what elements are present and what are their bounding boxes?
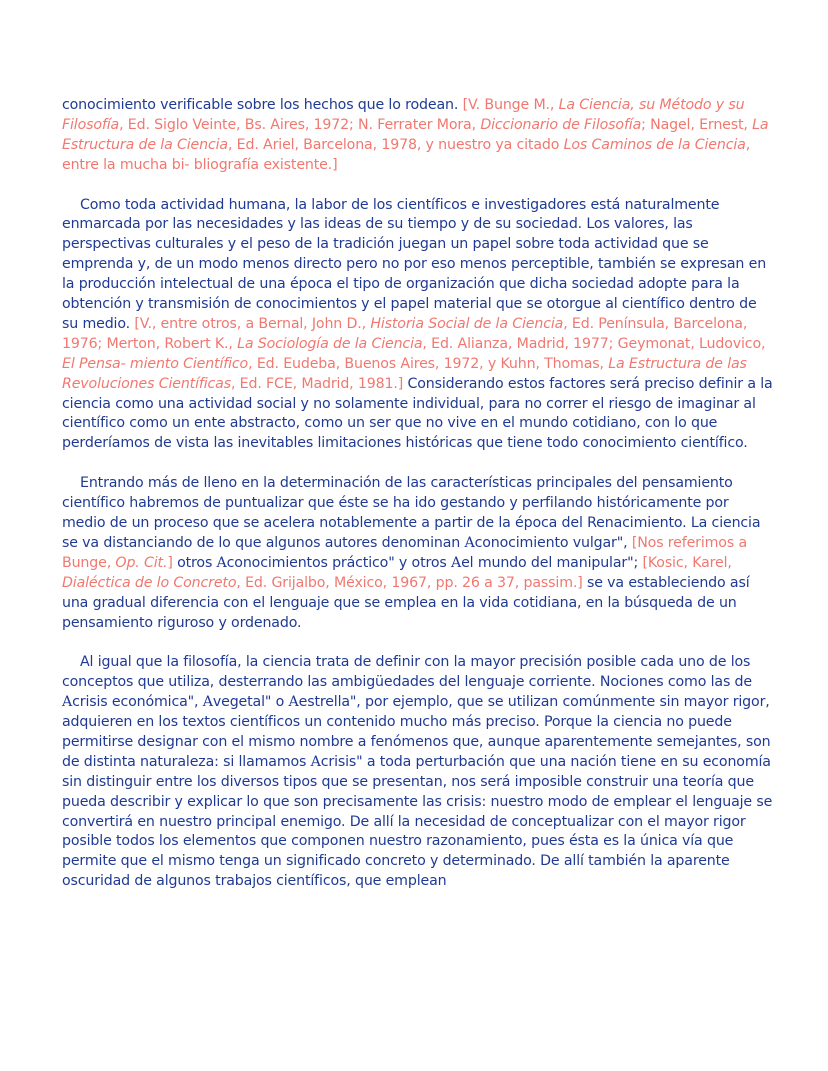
citation-note: [V. Bunge M., bbox=[462, 97, 559, 113]
citation-note: [Kosic, Karel, bbox=[642, 554, 732, 571]
citation-note: [Nos referimos a Bunge, bbox=[62, 534, 747, 571]
paragraph-4: Al igual que la filosofía, la ciencia trata de definir con la mayor precisión posible cada uno de los conceptos que utiliza, desterrando las ambigüedades del lenguaje corriente. Nociones como las de Acrisis económica", Avegetal" o Aestrella", por ejemplo, que se utilizan comúnmente sin mayor rigor, adquieren en los textos científicos un contenido mucho más preciso. Porque la ciencia no puede permitirse designar con el mismo nombre a fenómenos que, aunque aparentemente semejantes, son de distinta naturaleza: si llamamos Acrisis" a toda perturbación que una nación tiene en su economía sin distinguir entre los diversos tipos que se presentan, nos será imposible construir una teoría que pueda describir y explicar lo que son precisamente las crisis: nuestro modo de emplear el lenguaje se convertirá en nuestro principal enemigo. De allí la necesidad de conceptualizar con el mayor rigor posible todos los elementos que componen nuestro razonamiento, pues ésta es la única vía que permite que el mismo tenga un significado concreto y determinado. De allí también la aparente oscuridad de algunos trabajos científicos, que emplean bbox=[62, 654, 773, 890]
citation-note: [V., entre otros, a Bernal, John D., bbox=[134, 315, 371, 332]
paragraph-1: conocimiento verificable sobre los hechos que lo rodean. [V. Bunge M., La Ciencia, su Método y su Filosofía, Ed. Siglo Veinte, Bs. Aires, 1972; N. Ferrater Mora, Diccionario de Filosofía; Nagel, Ernest, La Estructura de la Ciencia, Ed. Ariel, Barcelona, 1978, y nuestro ya citado Los Caminos de la Ciencia, entre la mucha bi- bliografía existente.] bbox=[62, 97, 769, 173]
paragraph-2: Como toda actividad humana, la labor de los científicos e investigadores está naturalmente enmarcada por las necesidades y las ideas de su tiempo y de su sociedad. Los valores, las perspectivas culturales y el peso de la tradición juegan un papel sobre toda actividad que se emprenda y, de un modo menos directo pero no por eso menos perceptible, también se expresan en la producción intelectual de una época el tipo de organización que dicha sociedad adopte para la obtención y transmisión de conocimientos y el papel material que se otorgue al científico dentro de su medio. [V., entre otros, a Bernal, John D., Historia Social de la Ciencia, Ed. Península, Barcelona, 1976; Merton, Robert K., La Sociología de la Ciencia, Ed. Alianza, Madrid, 1977; Geymonat, Ludovico, El Pensa- miento Científico, Ed. Eudeba, Buenos Aires, 1972, y Kuhn, Thomas, La Estructura de las Revoluciones Científicas, Ed. FCE, Madrid, 1981.] Considerando estos factores será preciso definir a la ciencia como una actividad social y no solamente individual, para no correr el riesgo de imaginar al científico como un ente abstracto, como un ser que no vive en el mundo cotidiano, con lo que perderíamos de vista las inevitables limitaciones históricas que tiene todo conocimiento científico. bbox=[62, 196, 773, 452]
paragraph-3: Entrando más de lleno en la determinación de las características principales del pensamiento científico habremos de puntualizar que éste se ha ido gestando y perfilando históricamente por medio de un proceso que se acelera notablemente a partir de la época del Renacimiento. La ciencia se va distanciando de lo que algunos autores denominan Aconocimiento vulgar", [Nos referimos a Bunge, Op. Cit.] otros Aconocimientos práctico" y otros Ael mundo del manipular"; [Kosic, Karel, Dialéctica de lo Concreto, Ed. Grijalbo, México, 1967, pp. 26 a 37, passim.] se va estableciendo así una gradual diferencia con el lenguaje que se emplea en la vida cotidiana, en la búsqueda de un pensamiento riguroso y ordenado. bbox=[62, 475, 761, 631]
document-page bbox=[62, 96, 774, 912]
